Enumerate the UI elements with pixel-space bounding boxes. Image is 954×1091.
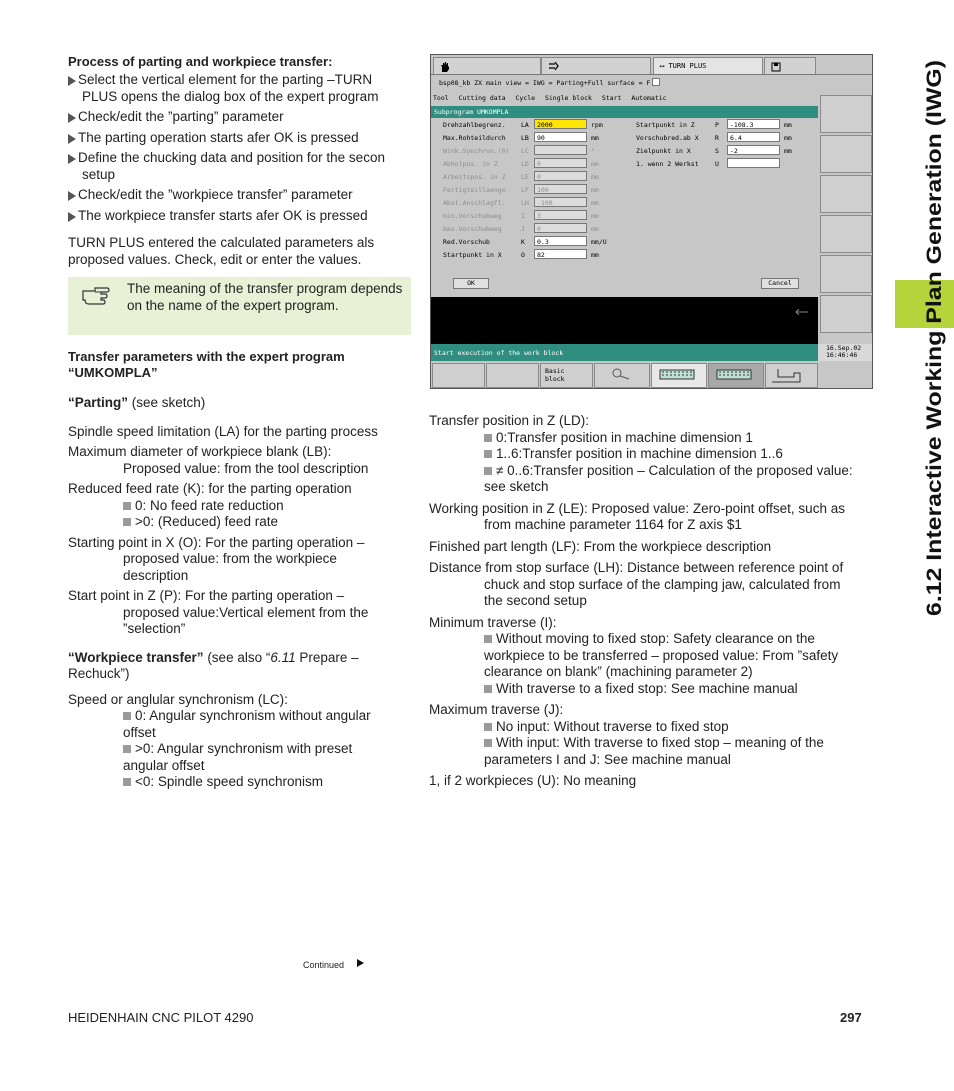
mode-tab-bar [431, 55, 873, 75]
heading-transfer-params: Transfer parameters with the expert program “UMKOMPLA” [68, 349, 345, 380]
field-k[interactable]: 0.3 [534, 236, 587, 246]
field-lh[interactable]: -100 [534, 197, 587, 207]
move-arrows-icon: ⟷ [660, 62, 665, 70]
field-la[interactable]: 2000 [534, 119, 587, 129]
softkey-chuck-1[interactable] [651, 363, 707, 388]
magnifier-icon [599, 367, 639, 381]
parameter-dialog: Drehzahlbegrenz. LA 2000 rpm Max.Rohteildurch LB 90 mm Wink.Synchron.(0) LC ° Abholpos. in Z LD 0 mm Arbeitspos. in Z LE 0 mm Fertigteillaenge LF 100 mm Abst.Anschlagfl. LH -100 mm min.Vorschubweg I 3 mm max.Vorschubweg J 0 mm Red.Vorschub K 0.3 mm/U Startpunkt in X O 82 mm Startpunkt in Z P -108.3 mm Vorschubred.ab X R 6.4 mm Zielpunkt in X S -2 mm 1. wenn 2 Werkst U OK Cancel [431, 118, 818, 297]
param-lh: Distance from stop surface (LH): Distance between reference point of chuck and stop surface of the clamping jaw, calculated from the second setup [429, 560, 844, 608]
pointing-hand-icon [81, 285, 111, 305]
step-1: Select the vertical element for the parting –TURN PLUS opens the dialog box of the expert program [68, 72, 411, 105]
vertical-softkey-panel [818, 92, 873, 344]
field-u[interactable] [727, 158, 780, 168]
side-softkey-4[interactable] [820, 215, 872, 253]
hand-icon [440, 62, 450, 73]
param-o: Starting point in X (O): For the parting operation – proposed value: from the workpiece description [68, 534, 365, 583]
param-i: Minimum traverse (I): Without moving to fixed stop: Safety clearance on the workpiece to be transferred – proposed value: From ”safety clearance on blank” (machining parameter 2) With traverse to a fixed stop: See machine manual [429, 614, 839, 696]
note-box [68, 277, 411, 335]
field-p[interactable]: -108.3 [727, 119, 780, 129]
step-5: Check/edit the ”workpiece transfer” parameter [68, 187, 411, 204]
field-ld[interactable]: 0 [534, 158, 587, 168]
chuck-jaw-icon [770, 367, 810, 385]
side-softkey-1[interactable] [820, 95, 872, 133]
side-softkey-3[interactable] [820, 175, 872, 213]
bullet-square-icon [484, 635, 492, 643]
arrow-right-icon [68, 113, 76, 123]
menu-bar [431, 92, 818, 105]
softkey-chuck-2[interactable] [708, 363, 764, 388]
cnc-screenshot [430, 54, 873, 389]
param-lb: Maximum diameter of workpiece blank (LB): Proposed value: from the tool description [68, 444, 369, 476]
bullet-square-icon [123, 712, 131, 720]
softkey-1[interactable] [432, 363, 485, 388]
param-j: Maximum traverse (J): No input: Without traverse to fixed stop With input: With traverse to fixed stop – meaning of the parameters I and J: See machine manual [429, 702, 824, 767]
heading-process: Process of parting and workpiece transfer: [68, 54, 333, 69]
param-u: 1, if 2 workpieces (U): No meaning [429, 773, 637, 788]
arrow-right-icon [68, 191, 76, 201]
menu-cutting-data[interactable]: Cutting data [458, 94, 506, 102]
bullet-square-icon [484, 450, 492, 458]
param-ld: Transfer position in Z (LD): 0:Transfer position in machine dimension 1 1..6:Transfer position in machine dimension 1..6 ≠ 0..6:Transfer position – Calculation of the proposed value: see sketch [429, 413, 853, 494]
step-6: The workpiece transfer starts afer OK is pressed [68, 208, 411, 225]
arrow-right-icon [68, 134, 76, 144]
chapter-sidebar [895, 54, 954, 639]
program-run-icon [548, 62, 559, 71]
tab-save[interactable] [764, 57, 816, 74]
softkey-row [431, 361, 873, 389]
side-softkey-6[interactable] [820, 295, 872, 333]
field-le[interactable]: 0 [534, 171, 587, 181]
program-info-bar: bsp08_kb ZX main view = IWG = Parting+Full surface = F [431, 75, 818, 92]
menu-automatic[interactable]: Automatic [631, 94, 667, 102]
chapter-title: 6.12 Interactive Working Plan Generation (IWG) [923, 146, 946, 616]
bullet-square-icon [484, 467, 492, 475]
field-i[interactable]: 3 [534, 210, 587, 220]
field-lf[interactable]: 100 [534, 184, 587, 194]
tab-automatic[interactable] [541, 57, 651, 74]
param-k: Reduced feed rate (K): for the parting operation 0: No feed rate reduction >0: (Reduced) feed rate [68, 481, 352, 529]
menu-tool[interactable]: Tool [433, 94, 449, 102]
param-la: Spindle speed limitation (LA) for the parting process [68, 423, 378, 439]
param-lc: Speed or anglular synchronism (LC): 0: Angular synchronism without angular offset >0: Angular synchronism with preset angular offset <0: Spindle speed synchronism [68, 691, 371, 789]
bullet-square-icon [484, 685, 492, 693]
page-number: 297 [840, 1010, 862, 1025]
right-column [429, 413, 874, 790]
ok-button[interactable]: OK [453, 278, 489, 289]
menu-cycle[interactable]: Cycle [515, 94, 536, 102]
softkey-2[interactable] [486, 363, 539, 388]
cancel-button[interactable]: Cancel [761, 278, 799, 289]
field-r[interactable]: 6.4 [727, 132, 780, 142]
continued-label: Continued [303, 960, 345, 970]
bullet-square-icon [484, 723, 492, 731]
side-softkey-2[interactable] [820, 135, 872, 173]
parting-heading: “Parting” (see sketch) [68, 395, 206, 410]
field-lc[interactable] [534, 145, 587, 155]
tab-turn-plus[interactable]: ⟷ TURN PLUS [653, 57, 763, 74]
param-lf: Finished part length (LF): From the workpiece description [429, 538, 772, 554]
bullet-square-icon [123, 778, 131, 786]
side-softkey-5[interactable] [820, 255, 872, 293]
note-text: The meaning of the transfer program depends on the name of the expert program. [127, 281, 403, 313]
tab-manual[interactable] [433, 57, 541, 74]
transfer-workpiece-icon [713, 367, 757, 383]
bullet-square-icon [123, 745, 131, 753]
field-o[interactable]: 82 [534, 249, 587, 259]
status-bar: Start execution of the work block [431, 344, 818, 361]
footer-manual-title: HEIDENHAIN CNC PILOT 4290 [68, 1010, 254, 1025]
dialog-title: Subprogram UMKOMPLA [431, 106, 818, 118]
menu-start[interactable]: Start [601, 94, 622, 102]
workpiece-icon [656, 367, 700, 383]
date-time-box: 16.Sep.02 16:46:46 [818, 344, 873, 361]
param-p: Start point in Z (P): For the parting operation – proposed value:Vertical element from the ”selection” [68, 588, 369, 636]
left-column [68, 54, 411, 791]
menu-single-block[interactable]: Single block [544, 94, 592, 102]
step-2: Check/edit the ”parting” parameter [68, 109, 411, 126]
step-3: The parting operation starts afer OK is pressed [68, 130, 411, 147]
bullet-square-icon [484, 739, 492, 747]
softkey-magnify[interactable] [594, 363, 650, 388]
transfer-heading: “Workpiece transfer” (see also “6.11 Prepare – Rechuck”) [68, 649, 359, 681]
step-4: Define the chucking data and position for the secon setup [68, 150, 411, 183]
softkey-basic-block[interactable]: Basic block [540, 363, 593, 388]
bullet-square-icon [123, 502, 131, 510]
field-s[interactable]: -2 [727, 145, 780, 155]
field-lb[interactable]: 90 [534, 132, 587, 142]
continued-arrow-icon [357, 959, 364, 967]
field-j[interactable]: 0 [534, 223, 587, 233]
bullet-square-icon [484, 434, 492, 442]
arrow-right-icon [68, 154, 76, 164]
param-le: Working position in Z (LE): Proposed value: Zero-point offset, such as from machine parameter 1164 for Z axis $1 [429, 500, 845, 532]
axis-arrow-icon [794, 309, 808, 315]
arrow-right-icon [68, 76, 76, 86]
arrow-right-icon [68, 212, 76, 222]
bullet-square-icon [123, 518, 131, 526]
softkey-chuck-3[interactable] [765, 363, 818, 388]
intro-text: TURN PLUS entered the calculated parameters als proposed values. Check, edit or enter the values. [68, 235, 375, 267]
chapter-title-vertical [895, 54, 954, 639]
disk-icon [771, 62, 781, 72]
message-area [431, 297, 818, 344]
